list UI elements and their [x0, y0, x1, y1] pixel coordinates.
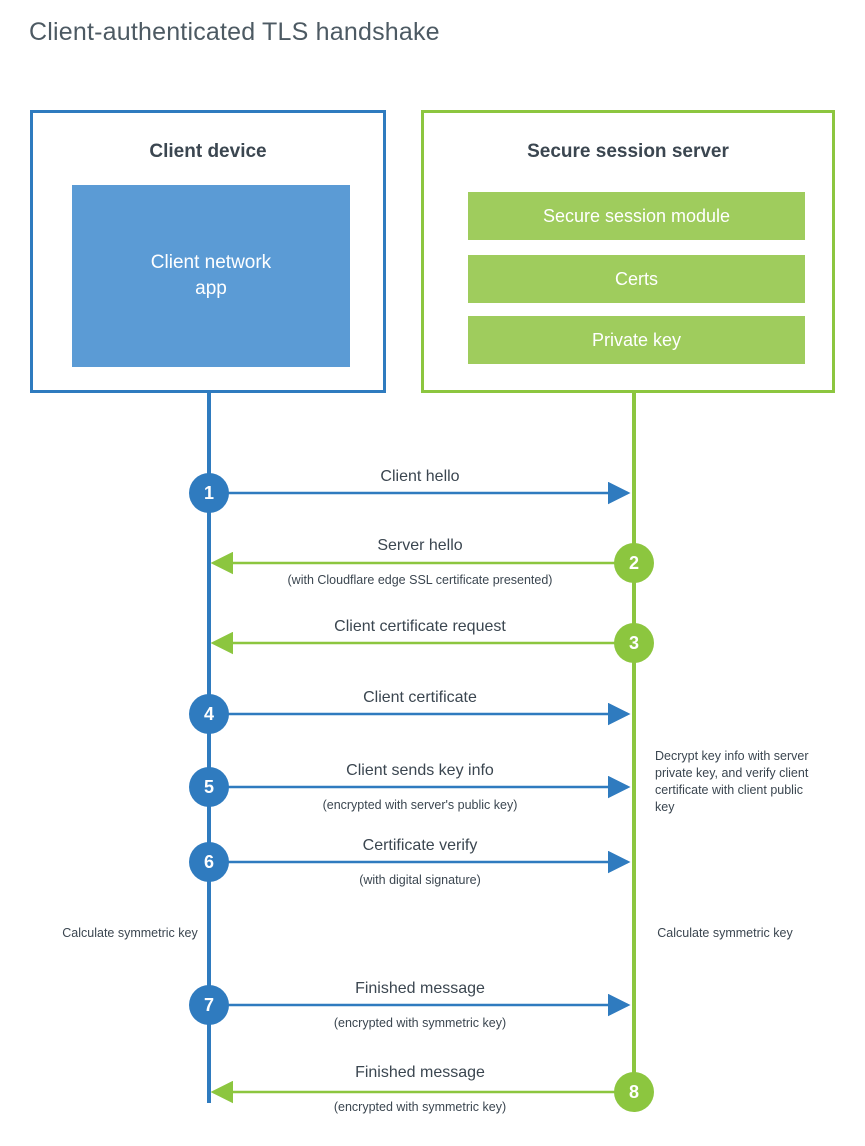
step-badge-8[interactable]: 8 [614, 1072, 654, 1112]
note-client-calculate-symmetric-key: Calculate symmetric key [62, 926, 198, 940]
step-badge-3[interactable]: 3 [614, 623, 654, 663]
step-badge-4[interactable]: 4 [189, 694, 229, 734]
step-badge-2[interactable]: 2 [614, 543, 654, 583]
message-label-6: Certificate verify [362, 837, 478, 854]
server-certs-bar: Certs [468, 255, 805, 303]
secure-session-server-panel [421, 110, 835, 393]
message-label-4: Client certificate [363, 689, 477, 706]
step-badge-6[interactable]: 6 [189, 842, 229, 882]
message-label-1: Client hello [380, 468, 460, 485]
message-label-3: Client certificate request [334, 618, 506, 635]
message-sublabel-5: (encrypted with server's public key) [322, 798, 518, 812]
server-module-bar: Secure session module [468, 192, 805, 240]
message-sublabel-7: (encrypted with symmetric key) [333, 1016, 507, 1030]
message-sublabel-6: (with digital signature) [359, 873, 481, 887]
message-label-8: Finished message [355, 1064, 485, 1081]
client-network-app-box [72, 185, 350, 367]
note-server-calculate-symmetric-key: Calculate symmetric key [657, 926, 793, 940]
step-badge-7[interactable]: 7 [189, 985, 229, 1025]
message-label-2: Server hello [377, 537, 463, 554]
server-private-key-bar: Private key [468, 316, 805, 364]
client-device-title: Client device [149, 141, 267, 162]
server-lifeline [632, 393, 636, 1103]
page-title: Client-authenticated TLS handshake [29, 18, 440, 46]
client-device-panel [30, 110, 386, 393]
step-badge-5[interactable]: 5 [189, 767, 229, 807]
note-server-decrypt: Decrypt key info with server private key, and verify client certificate with client public key [655, 749, 809, 814]
message-sublabel-2: (with Cloudflare edge SSL certificate presented) [287, 573, 553, 587]
secure-session-server-title: Secure session server [527, 141, 729, 162]
step-badge-1[interactable]: 1 [189, 473, 229, 513]
message-label-7: Finished message [355, 980, 485, 997]
client-network-app-label: Client network app [150, 252, 272, 299]
message-label-5: Client sends key info [346, 762, 494, 779]
message-sublabel-8: (encrypted with symmetric key) [333, 1100, 507, 1114]
